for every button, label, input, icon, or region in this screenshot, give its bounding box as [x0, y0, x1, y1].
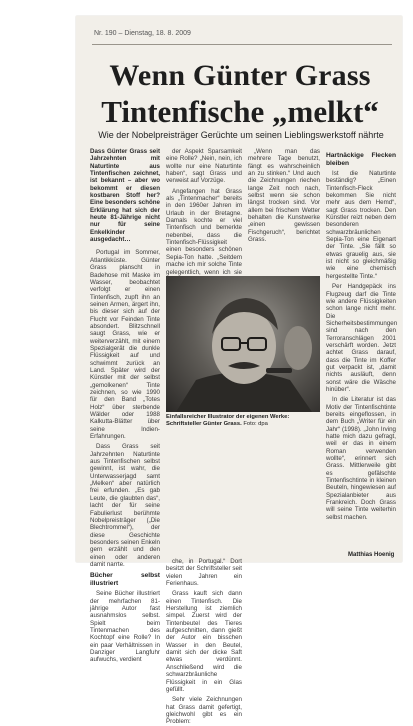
lead-paragraph: Dass Günter Grass seit Jahrzehnten mit Naturtinte aus Tintenfischen zeichnet, ist bekannt – aber wo bekommt er diesen kostbaren Stoff her? Eine besonders schöne Erklärung hat sich der heute 81-Jährige nicht nur für seine Enkelkinder ausgedacht…: [90, 148, 160, 244]
column-1: [90, 148, 160, 664]
column-4: [326, 148, 396, 550]
column-2-paragraph: Grass kauft sich dann einen Tintenfisch. Die Herstellung ist ziemlich simpel. Zuerst wird der Tintenbeutel des Tieres aufgeschnitten, dann gießt der Autor ein bisschen Wasser in den Beutel, damit sich der dicke Saft etwas verdünnt. Anschließend wird die schwarzbräunliche Flüssigkeit in ein Glas gefüllt.: [166, 590, 242, 693]
subheading-books: Bücher selbst illustriert: [90, 572, 160, 588]
column-4-paragraph: In die Literatur ist das Motiv der Tintenfischtinte bereits eingeflossen, in dem Buch „Writer für ein Jahr“ (1998). „John Irving hatte mich dazu gefragt, weil er das in einem Roman verwenden wollte“, erinnert sich Grass. Mittlerweile gibt es gefälschte Tintenfischtinte in kleinen Beuteln, hingewiesen auf Spezialanbieter aus Frankreich. Doch Grass will seine Tinte weiterhin selbst machen.: [326, 396, 396, 521]
photo-caption: [166, 414, 320, 428]
column-1-paragraph: Dass Grass seit Jahrzehnten Naturtinte aus Tintenfischen selbst gewinnt, ist wahr, die Unterwasserjagd samt „Melken“ aber natürlich frei erfunden. „Es gab Leute, die glaubten das“, lacht der für seine Fabulierlust berühmte Nobelpreisträger („Die Blechtrommel“), der diese Geschichte besonders seinen Enkeln gern erzählt und den einen oder anderen damit narrte.: [90, 443, 160, 568]
column-2-paragraph: Sehr viele Zeichnungen hat Grass damit gefertigt, gleichwohl gibt es ein Problem:: [166, 696, 242, 726]
headline: [88, 58, 392, 130]
headline-line2: Tintenfische „melkt“: [101, 94, 379, 129]
headline-line1: Wenn Günter Grass: [109, 59, 371, 92]
issue-line: Nr. 190 – Dienstag, 18. 8. 2009: [94, 30, 191, 37]
column-3-paragraph: „Wenn man das mehrere Tage benutzt, fängt es wahrscheinlich an zu stinken.“ Und auch die Zeichnungen riechen lange Zeit noch nach, selbst wenn sie schon längst trocken sind. Vor allem bei frischem Wetter behalten die Kunstwerke „einen gewissen Fischgeruch“, berichtet Grass.: [248, 148, 320, 244]
subheading-stains: Hartnäckige Flecken bleiben: [326, 152, 396, 167]
photo-caption-bold: Einfallsreicher Illustrator der eigenen Werke: Schriftsteller Günter Grass.: [166, 414, 290, 427]
portrait-illustration: [166, 276, 320, 412]
column-2-paragraph: Angefangen hat Grass als „Tintenmacher“ bereits in den 1960er Jahren im Urlaub in der Bretagne. Damals kochte er viel Tintenfisch und bemerkte nebenbei, dass die Tintenfisch-Flüssigkeit einen besonders schönen Sepia-Ton hatte. „Seitdem mache ich mir solche Tinte gelegentlich, wenn ich sie: [166, 187, 242, 276]
photo-credit: Foto: dpa: [243, 421, 268, 427]
column-2-paragraph: der Aspekt Sparsamkeit eine Rolle? „Nein, nein, ich wollte nur eine Naturtinte haben“, sagt Grass und verweist auf Vorzüge.: [166, 148, 242, 185]
column-2-bottom: [166, 558, 242, 726]
column-4-paragraph: Per Handgepäck ins Flugzeug darf die Tinte wie andere Flüssigkeiten schon lange nicht mehr. Die Sicherheitsbestimmungen sind nach den Terroranschlägen 2001 verschärft worden. Jetzt achtet Grass darauf, dass die Tinte im Koffer gut verpackt ist, „damit nichts ausläuft, denn sonst wäre die Wäsche hinüber“.: [326, 283, 398, 393]
column-4-paragraph: Ist die Naturtinte beständig? „Einen Tintenfisch-Fleck bekommen Sie nicht mehr aus dem Hemd“, sagt Grass trocken. Den Künstler reizt neben dem besonderen schwarzbräunlichen Sepia-Ton eine Eigenart der Tinte. „Sie fällt so etwas grauelig aus, sie ist nicht so gleichmäßig wie eine chemisch hergestellte Tinte.“: [326, 170, 396, 280]
newspaper-clipping: [76, 16, 402, 726]
column-1-paragraph: Portugal im Sommer, Atlantikküste. Günter Grass planscht in Badehose mit Maske im Wasser, beobachtet verfolgt er einen Tintenfisch, zupft ihn an seinen Armen, ärgert ihn, bis dieser sich auf der Flucht vor Feinden Tinte absondert. Blitzschnell saugt Grass, wie er weiterverzählt, mit einem Spezialgerät die dunkle Flüssigkeit auf und schwimmt zurück an Land. Später wird der Künstler mit der selbst „gemolkenen“ Tinte zeichnen, so wie 1990 für den Band „Totes Holz“ über sterbende Wälder oder 1988 Kalkutta-Blätter über seine Indien-Erfahrungen.: [90, 249, 160, 441]
column-1-paragraph: Seine Bücher illustriert der mehrfachen 81-jährige Autor fast ausnahmslos selbst. Spielt beim Tintenmachen des Kochtopf eine Rolle? In ein paar Verhältnissen in Danziger Langfuhr aufwuchs, verdient: [90, 590, 160, 664]
top-rule: [92, 44, 392, 45]
column-3-top: [248, 148, 320, 276]
column-2-paragraph: che, in Portugal.“ Dort besitzt der Schriftsteller seit vielen Jahren ein Ferienhaus.: [166, 558, 242, 588]
author-photo: [166, 276, 320, 412]
author-signature: Matthias Hoenig: [348, 552, 395, 558]
subhead: Wie der Nobelpreisträger Gerüchte um seinen Lieblingswerkstoff nährte: [98, 130, 384, 140]
column-2-top: [166, 148, 242, 276]
